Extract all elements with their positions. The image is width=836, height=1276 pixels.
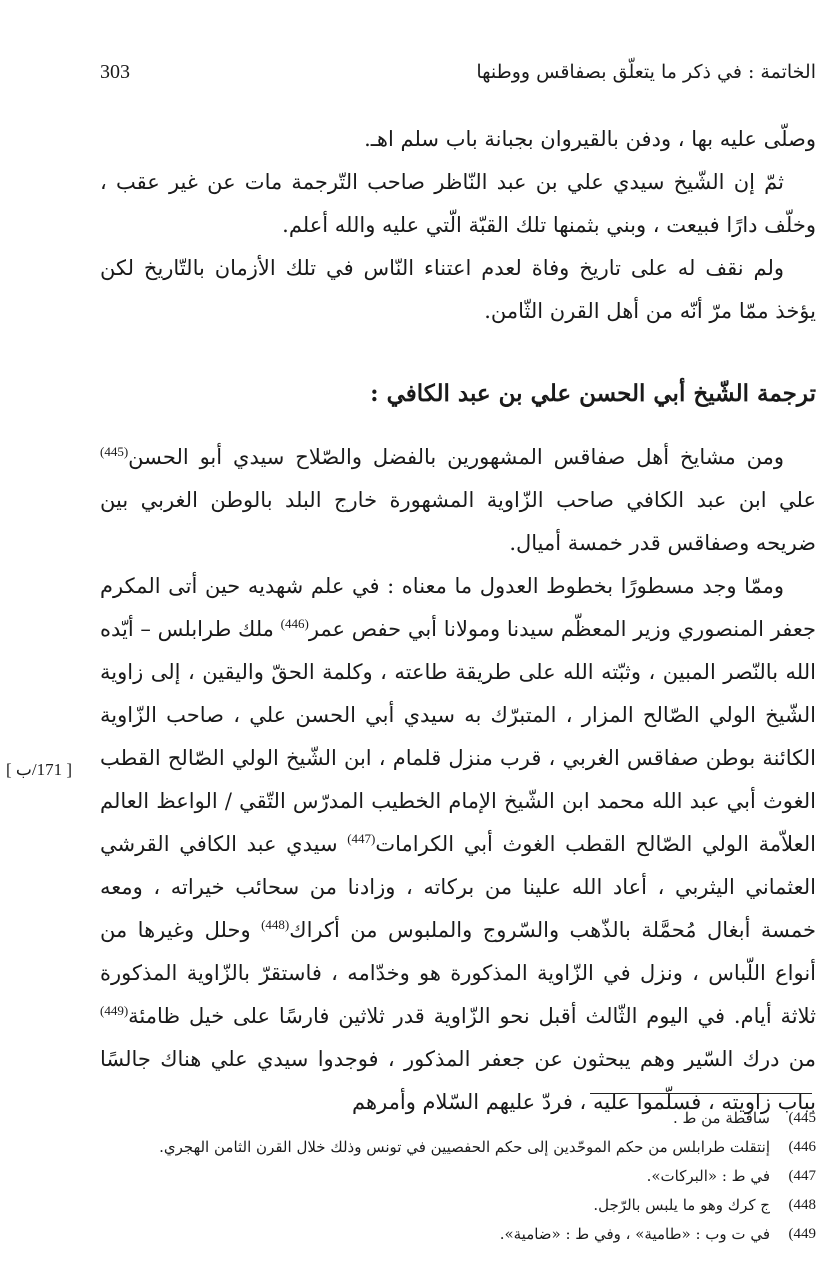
section-p2-text-c: سيدي عبد الكافي القرشي العثماني اليثربي ، أعاد الله علينا من بركاته ، وزادنا من سحائب خيراته ، ومعه خمسة أبغال مُحمَّلة بالذّهب والسّروج والملبوس من أكراك [100, 832, 816, 942]
section-p2-text-a: وممّا وجد مسطورًا بخطوط العدول ما معناه : في علم شهديه حين أتى المكرم جعفر المنصوري وزير المعظّم سيدنا ومولانا أبي حفص عمر [100, 574, 816, 641]
intro-paragraph-1: وصلّى عليه بها ، ودفن بالقيروان بجبانة باب سلم اهـ. [364, 127, 816, 151]
footnote-item [100, 1133, 816, 1162]
intro-paragraph-2: ثمّ إن الشّيخ سيدي علي بن عبد النّاظر صاحب التّرجمة مات عن غير عقب ، وخلّف دارًا فبيعت ، وبني بثمنها تلك القبّة الّتي عليه والله أعلم. [100, 170, 816, 237]
footnote-item [100, 1220, 816, 1249]
margin-folio-note: [ 171/ب ] [6, 760, 73, 779]
footnote-ref-447: (447) [347, 831, 376, 846]
footnote-number: 448) [788, 1197, 816, 1213]
section-paragraph-2 [100, 565, 816, 1124]
intro-text [100, 118, 816, 333]
footnote-ref-449: (449) [100, 1003, 129, 1018]
footnotes [100, 1104, 816, 1249]
section-p2-text-d: وحلل وغيرها من أنواع اللّباس ، ونزل في الزّاوية المذكورة هو وخدّامه ، فاستقرّ بالزّاوية المذكورة ثلاثة أيام. في اليوم الثّالث أقبل نحو الزّاوية قدر ثلاثين فارسًا على خيل ظامئة [100, 918, 816, 1028]
page-number: 303 [100, 60, 130, 83]
section-heading: ترجمة الشّيخ أبي الحسن علي بن عبد الكافي : [370, 380, 816, 407]
footnote-text: في ت وب : «طامية» ، وفي ط : «ضامية». [499, 1225, 770, 1243]
footnote-divider [590, 1093, 812, 1094]
section-paragraph-1 [100, 436, 816, 565]
section-text [100, 436, 816, 1124]
section-p1-text-a: ومن مشايخ أهل صفاقس المشهورين بالفضل والصّلاح سيدي أبو الحسن [128, 445, 784, 469]
footnote-number: 445) [788, 1110, 816, 1126]
footnote-ref-446: (446) [280, 616, 309, 631]
footnote-item [100, 1191, 816, 1220]
footnote-ref-445: (445) [100, 444, 129, 459]
intro-paragraph-3: ولم نقف له على تاريخ وفاة لعدم اعتناء النّاس في تلك الأزمان بالتّاريخ لكن يؤخذ ممّا مرّ أنّه من أهل القرن الثّامن. [100, 256, 816, 323]
footnote-number: 447) [788, 1168, 816, 1184]
footnote-text: إنتقلت طرابلس من حكم الموحّدين إلى حكم الحفصيين في تونس وذلك خلال القرن الثامن الهجري. [159, 1138, 770, 1156]
section-p2-text-b: ملك طرابلس – أيّده الله بالنّصر المبين ، وثبّته الله على طريقة طاعته ، وكلمة الحقّ واليقين ، إلى زاوية الشّيخ الولي الصّالح المزار ، المتبرّك به سيدي أبي الحسن علي ، صاحب الزّاوية الكائنة بوطن صفاقس الغربي ، قرب منزل قلمام ، ابن الشّيخ الولي الصّالح القطب الغوث أبي عبد الله محمد ابن الشّيخ الإمام الخطيب المدرّس التّقي / الواعظ العالم العلاّمة الولي الصّالح القطب الغوث أبي الكرامات [100, 617, 816, 856]
section-p2-text-e: من درك السّير وهم يبحثون عن جعفر المذكور ، فوجدوا سيدي علي هناك جالسًا بباب زاويته ، فسلّموا عليه ، فردّ عليهم السّلام وأمرهم [100, 1047, 817, 1114]
footnote-ref-448: (448) [261, 917, 290, 932]
footnote-number: 446) [788, 1139, 816, 1155]
footnote-number: 449) [788, 1226, 816, 1242]
section-p1-text-b: علي ابن عبد الكافي صاحب الزّاوية المشهورة خارج البلد بالوطن الغربي بين ضريحه وصفاقس قدر خمسة أميال. [100, 488, 816, 555]
footnote-text: ساقطة من ط . [672, 1109, 770, 1127]
footnote-item [100, 1162, 816, 1191]
footnote-text: في ط : «البركات». [646, 1167, 770, 1185]
running-header [100, 56, 816, 88]
footnote-item [100, 1104, 816, 1133]
footnote-text: ج كرك وهو ما يلبس بالرّجل. [593, 1196, 770, 1214]
running-title: الخاتمة : في ذكر ما يتعلّق بصفاقس ووطنها [476, 61, 816, 83]
